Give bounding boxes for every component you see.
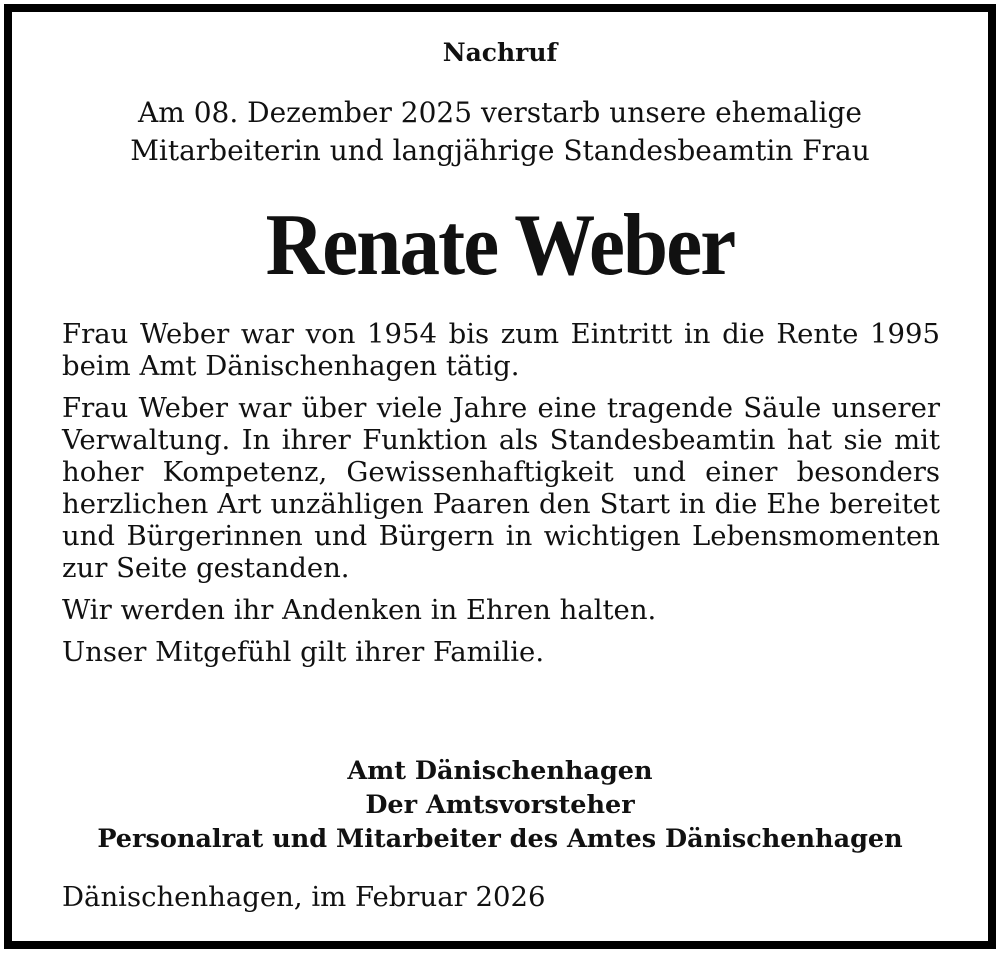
signer-staff: Personalrat und Mitarbeiter des Amtes Dänischenhagen (97, 824, 903, 854)
notice-heading: Nachruf (442, 38, 558, 67)
notice-body (62, 318, 940, 678)
signatories (12, 754, 988, 856)
paragraph-condolence: Unser Mitgefühl gilt ihrer Familie. (62, 636, 545, 668)
deceased-name: Renate Weber (265, 197, 735, 294)
intro-line-2: Mitarbeiterin und langjährige Standesbeamtin Frau (130, 134, 870, 167)
paragraph-tribute: Frau Weber war über viele Jahre eine tragende Säule unserer Verwaltung. In ihrer Funktion als Standesbeamtin hat sie mit hoher Kompetenz, Gewissenhaftigkeit und einer besonders herzlichen Art unzähligen Paaren den Start in die Ehe bereitet und Bürgerinnen und Bürgern in wichtigen Lebensmomenten zur Seite gestanden. (62, 392, 940, 584)
paragraph-tenure: Frau Weber war von 1954 bis zum Eintritt in die Rente 1995 beim Amt Dänischenhagen tätig. (62, 318, 940, 382)
intro-text (12, 94, 988, 170)
place-and-date: Dänischenhagen, im Februar 2026 (62, 881, 546, 913)
obituary-notice (4, 4, 996, 949)
signer-office: Amt Dänischenhagen (347, 756, 653, 786)
intro-line-1: Am 08. Dezember 2025 verstarb unsere ehemalige (138, 96, 862, 129)
signer-mayor: Der Amtsvorsteher (365, 790, 635, 820)
paragraph-remembrance: Wir werden ihr Andenken in Ehren halten. (62, 594, 657, 626)
